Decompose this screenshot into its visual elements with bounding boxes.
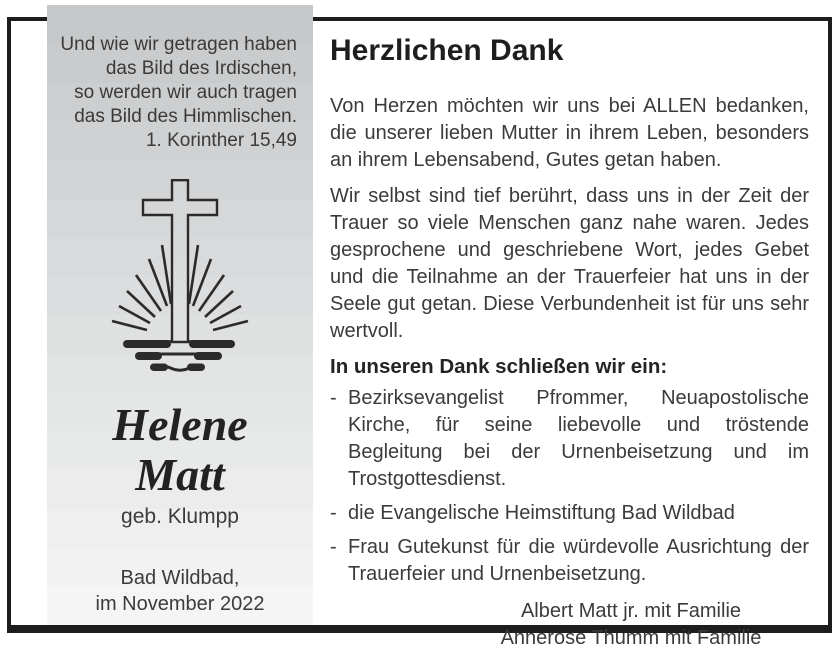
signature-line: Annerose Thumm mit Familie xyxy=(500,627,762,649)
thanks-section xyxy=(330,28,809,652)
place-date xyxy=(47,565,313,617)
list-item xyxy=(330,385,809,493)
verse-line: das Bild des Irdischen, xyxy=(105,58,297,79)
list-item-text: die Evangelische Heimstiftung Bad Wildbad xyxy=(348,502,735,524)
list-item-marker: - xyxy=(330,387,337,409)
acknowledgement-list xyxy=(330,385,809,588)
thanks-title: Herzlichen Dank xyxy=(330,34,564,67)
acknowledgement-intro: In unseren Dank schließen wir ein: xyxy=(330,355,668,378)
deceased-last-name: Matt xyxy=(135,449,225,500)
maiden-name: geb. Klumpp xyxy=(121,505,239,528)
new-apostolic-cross-icon xyxy=(105,179,255,374)
bible-verse xyxy=(47,33,313,153)
memorial-panel xyxy=(47,5,313,625)
verse-line: so werden wir auch tragen xyxy=(74,82,297,103)
list-item-marker: - xyxy=(330,536,337,558)
list-item-text: Frau Gutekunst für die würdevolle Ausrichtung der Trauerfeier und Urnenbeisetzung. xyxy=(348,536,809,585)
list-item xyxy=(330,500,809,527)
list-item xyxy=(330,534,809,588)
signature-line: Albert Matt jr. mit Familie xyxy=(520,600,742,622)
deceased-name xyxy=(47,400,313,500)
list-item-text: Bezirksevangelist Pfrommer, Neuapostolische Kirche, für seine liebevolle und tröstende Begleitung bei der Urnenbeisetzung und im Trostgottesdienst. xyxy=(348,387,809,490)
deceased-first-name: Helene xyxy=(112,399,248,450)
verse-line: das Bild des Himmlischen. xyxy=(74,106,297,127)
signatures xyxy=(481,598,781,652)
verse-line: Und wie wir getragen haben xyxy=(60,34,297,55)
date-line: im November 2022 xyxy=(95,593,265,615)
place-line: Bad Wildbad, xyxy=(120,567,240,589)
thanks-paragraph: Von Herzen möchten wir uns bei ALLEN bedanken, die unserer lieben Mutter in ihrem Leben, besonders an ihrem Lebensabend, Gutes getan haben. xyxy=(330,95,809,171)
thanks-paragraph: Wir selbst sind tief berührt, dass uns in der Zeit der Trauer so viele Menschen ganz nahe waren. Jedes gesprochene und geschriebene Wort, jedes Gebet und die Teilnahme an der Trauerfeier hat uns in der Seele gut getan. Diese Verbundenheit ist für uns sehr wertvoll. xyxy=(330,185,809,342)
verse-citation: 1. Korinther 15,49 xyxy=(145,130,297,151)
list-item-marker: - xyxy=(330,502,337,524)
water-lines-icon xyxy=(123,340,235,371)
